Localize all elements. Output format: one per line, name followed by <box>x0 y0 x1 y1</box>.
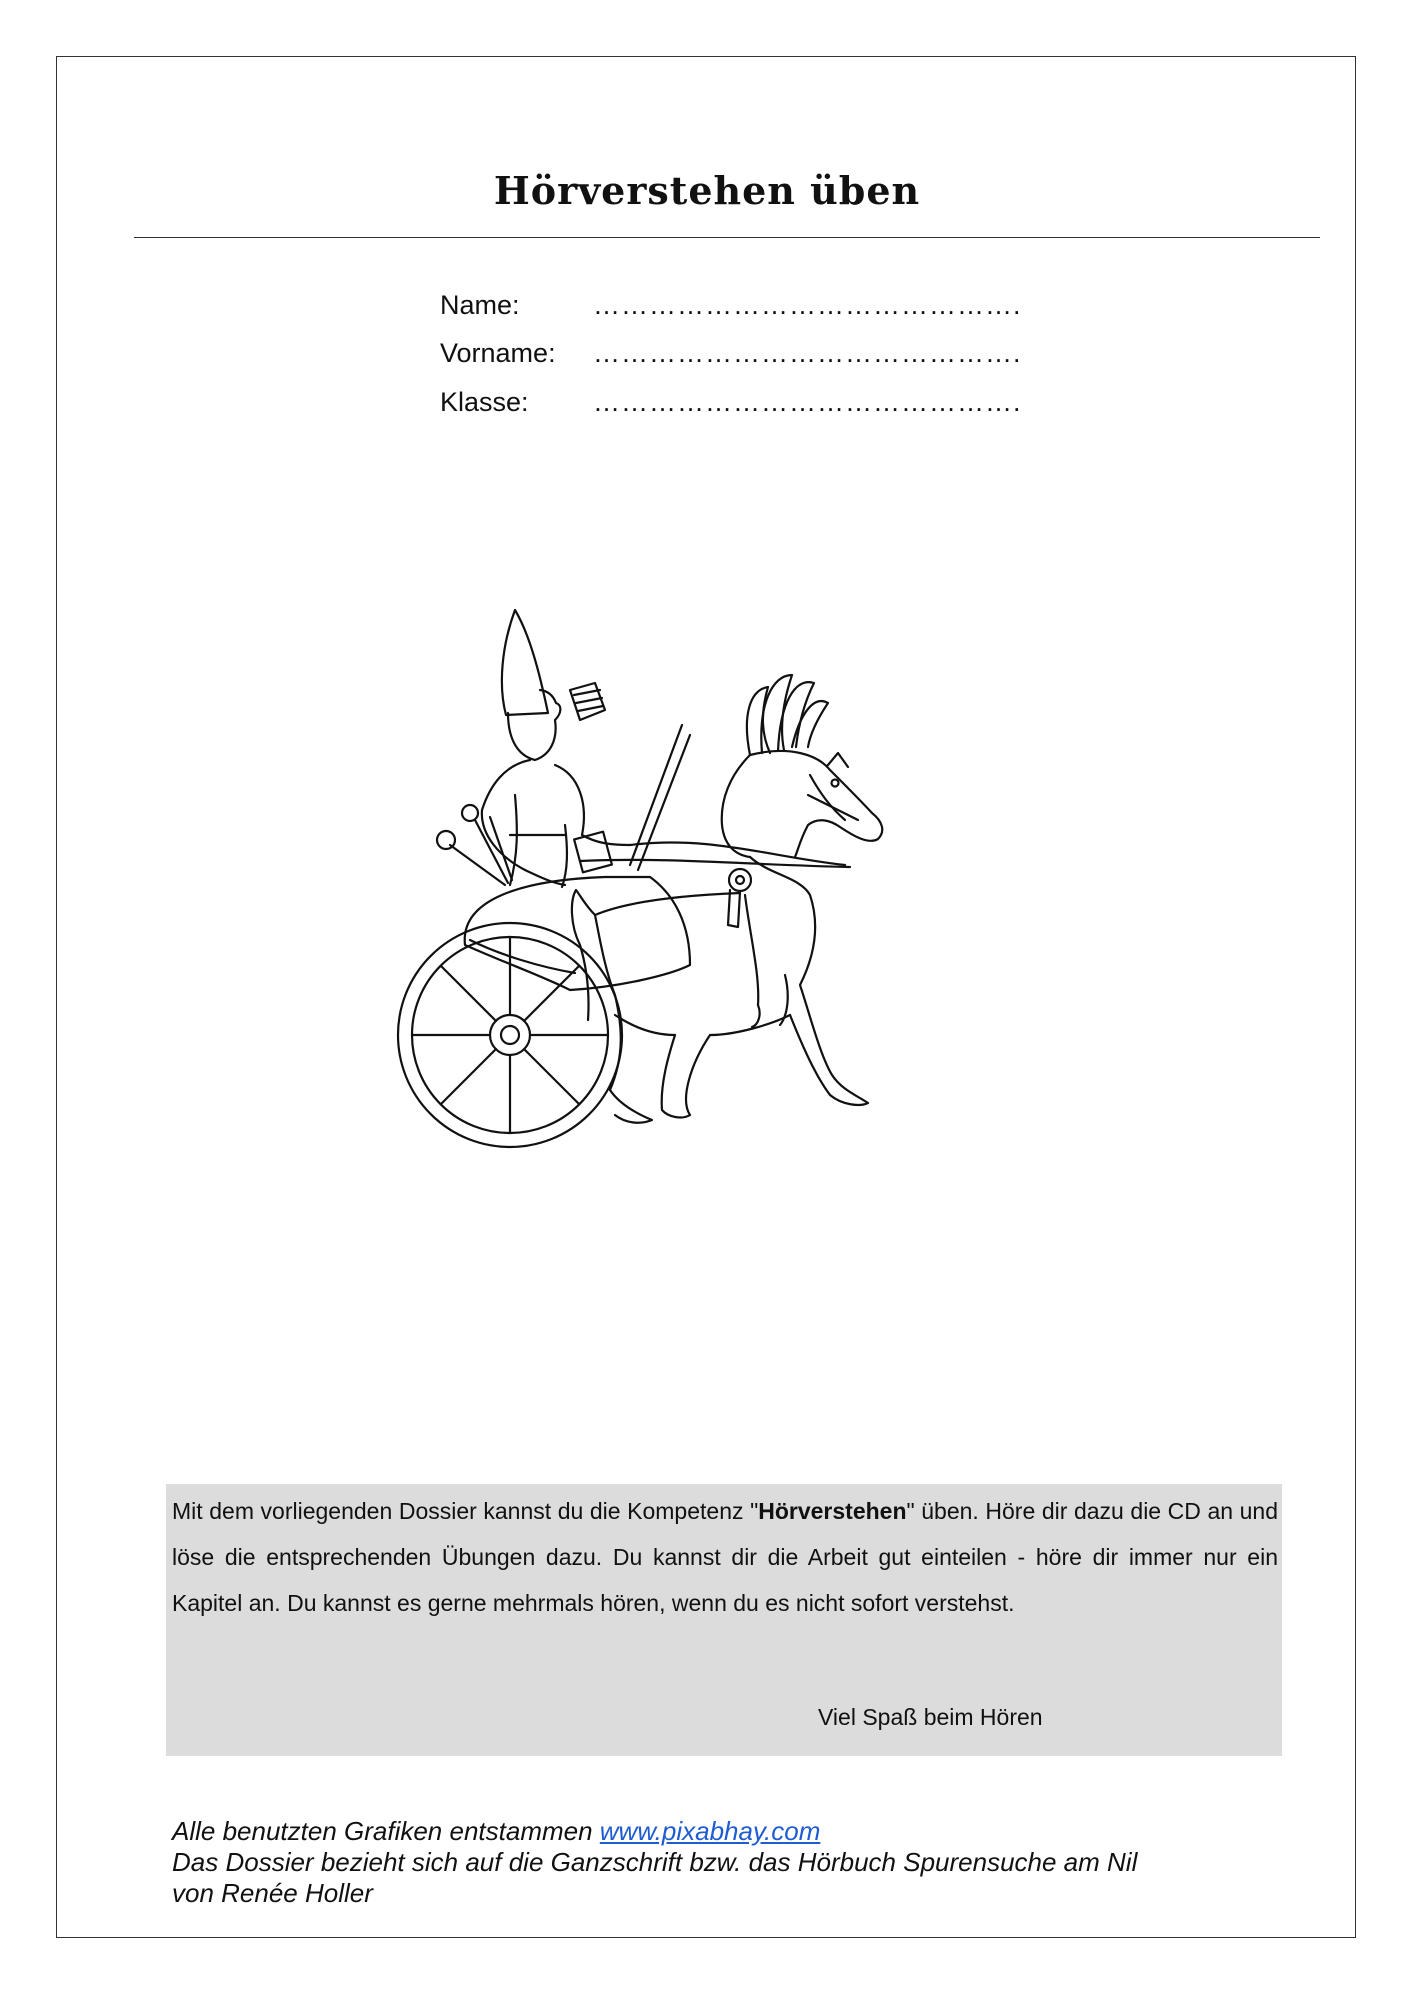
instructions-text-start: Mit dem vorliegenden Dossier kannst du die Kompetenz " <box>172 1498 759 1524</box>
closing-greeting: Viel Spaß beim Hören <box>818 1704 1043 1730</box>
pixabay-link[interactable]: www.pixabhay.com <box>599 1816 821 1846</box>
klasse-label: Klasse: <box>440 387 529 417</box>
instructions-text <box>172 1488 1278 1626</box>
footer-credits <box>172 1816 1292 1909</box>
vorname-dotted-line: ………………………………………. <box>593 338 1022 368</box>
title-divider <box>134 237 1320 238</box>
instructions-text-end: " üben. Höre dir dazu die CD an und löse die entsprechenden Übungen dazu. Du kannst dir die Arbeit gut einteilen - höre dir immer nur ein Kapitel an. Du kannst es gerne mehrmals hören, wenn du es nicht sofort verstehst. <box>172 1498 1278 1616</box>
footer-credits-line1 <box>172 1816 1292 1847</box>
instructions-keyword: Hörverstehen <box>758 1498 907 1524</box>
klasse-dotted-line: ………………………………………. <box>593 387 1022 417</box>
instructions-box <box>166 1484 1282 1756</box>
footer-credits-line3: von Renée Holler <box>172 1878 373 1908</box>
footer-credits-prefix: Alle benutzten Grafiken entstammen <box>172 1816 600 1846</box>
footer-credits-line2: Das Dossier bezieht sich auf die Ganzschrift bzw. das Hörbuch Spurensuche am Nil <box>172 1847 1138 1877</box>
name-label: Name: <box>440 290 520 320</box>
name-dotted-line: ………………………………………. <box>593 290 1022 320</box>
egyptian-chariot-illustration <box>390 595 1030 1155</box>
vorname-label: Vorname: <box>440 338 556 368</box>
page-title: Hörverstehen üben <box>493 168 921 213</box>
